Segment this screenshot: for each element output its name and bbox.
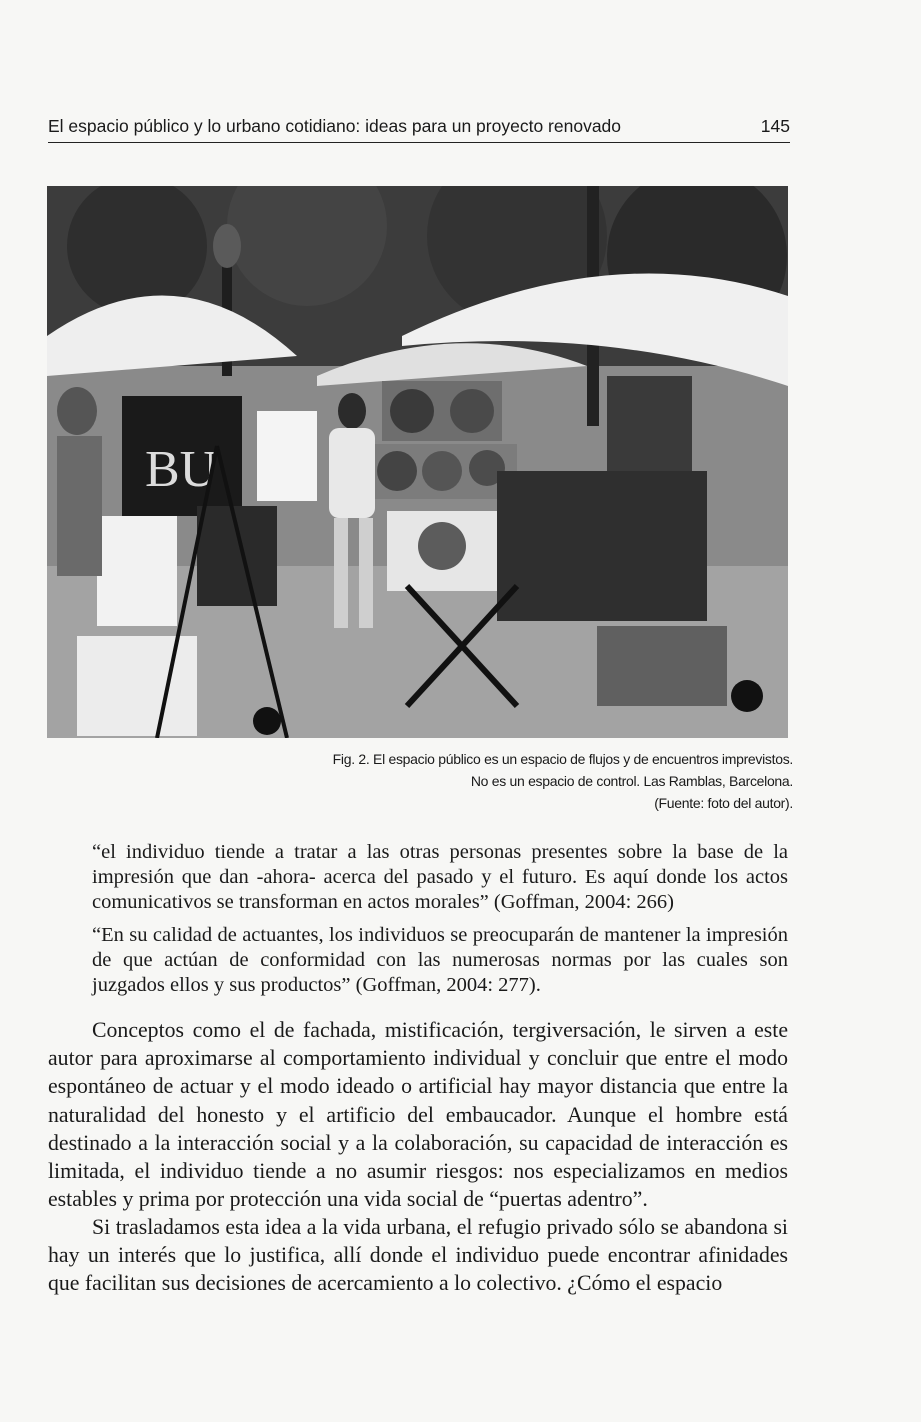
- caption-line: No es un espacio de control. Las Ramblas, Barcelona.: [470, 773, 793, 789]
- caption-line: (Fuente: foto del autor).: [654, 795, 793, 811]
- photo-illustration: [47, 186, 788, 738]
- block-quote: “el individuo tiende a tratar a las otras personas presentes sobre la base de la impresión que dan -ahora- acerca del pasado y el futuro. Es aquí donde los actos comunicativos se transforman en actos morales” (Goffman, 2004: 266): [92, 841, 788, 913]
- running-header: [48, 116, 790, 143]
- sign-text: BU: [145, 441, 218, 498]
- page-number: 145: [760, 116, 790, 136]
- figure-caption: [273, 748, 793, 814]
- body-paragraph: Si trasladamos esta idea a la vida urbana, el refugio privado sólo se abandona si hay un interés que lo justifica, allí donde el individuo puede encontrar afinidades que facilitan sus decisiones de acercamiento a lo colectivo. ¿Cómo el espacio: [48, 1215, 788, 1296]
- block-quote: “En su calidad de actuantes, los individuos se preocuparán de mantener la impresión de que actúan de conformidad con las numerosas normas por las cuales son juzgados ellos y sus productos” (Goffman, 2004: 277).: [92, 924, 788, 996]
- caption-line: Fig. 2. El espacio público es un espacio de flujos y de encuentros imprevistos.: [332, 751, 793, 767]
- body-paragraph: Conceptos como el de fachada, mistificación, tergiversación, le sirven a este autor para aproximarse al comportamiento individual y concluir que entre el modo espontáneo de actuar y el modo ideado o artificial hay mayor distancia que entre la naturalidad del honesto y el artificio del embaucador. Aunque el hombre está destinado a la interacción social y a la colaboración, su capacidad de interacción es limitada, el individuo tiende a no asumir riesgos: nos especializamos en medios estables y prima por protección una vida social de “puertas adentro”.: [48, 1018, 788, 1212]
- figure-photo: [47, 186, 788, 738]
- running-title: El espacio público y lo urbano cotidiano: ideas para un proyecto renovado: [48, 116, 622, 136]
